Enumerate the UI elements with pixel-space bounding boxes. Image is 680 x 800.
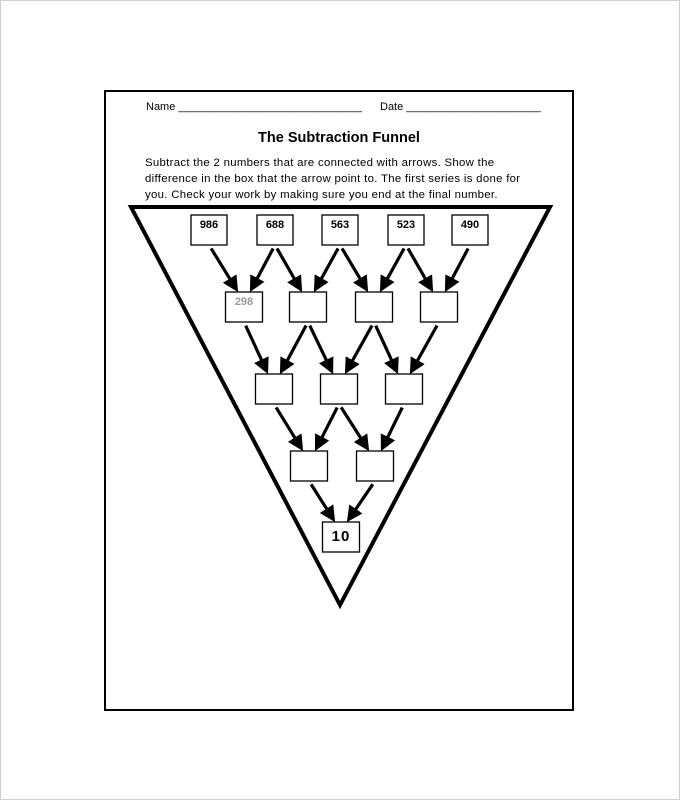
date-field[interactable]: Date ______________________ (380, 101, 541, 113)
arrow-row2-2-to-row3-1 (281, 326, 306, 372)
start-number-2: 688 (265, 219, 285, 231)
arrow-row3-2-to-row4-1 (316, 408, 337, 449)
arrow-row1-2-to-row2-1 (251, 249, 273, 290)
arrow-row1-1-to-row2-1 (211, 248, 236, 289)
answer-box-row3-2[interactable] (321, 374, 358, 404)
arrow-row1-3-to-row2-3 (342, 248, 366, 289)
arrow-row1-4-to-row2-3 (381, 249, 404, 290)
start-number-3: 563 (330, 219, 350, 231)
arrow-row2-2-to-row3-2 (310, 326, 332, 372)
arrow-row4-2-to-final-1 (349, 484, 373, 519)
answer-box-row4-1[interactable] (291, 451, 328, 481)
arrow-row2-4-to-row3-3 (411, 325, 437, 371)
start-number-1: 986 (199, 219, 219, 231)
arrow-row3-3-to-row4-2 (382, 408, 402, 449)
start-number-4: 523 (396, 219, 416, 231)
arrow-row4-1-to-final-1 (311, 484, 333, 519)
name-field[interactable]: Name ______________________________ (146, 101, 362, 113)
worksheet-title: The Subtraction Funnel (258, 130, 420, 146)
arrow-row1-3-to-row2-2 (315, 249, 338, 290)
example-answer: 298 (234, 296, 254, 308)
arrow-row1-2-to-row2-2 (277, 248, 301, 289)
arrow-row2-1-to-row3-1 (246, 326, 267, 372)
arrow-row2-3-to-row3-2 (346, 325, 372, 371)
arrow-row1-5-to-row2-4 (446, 249, 468, 290)
answer-box-row3-3[interactable] (386, 374, 423, 404)
boxes-group (191, 215, 488, 552)
answer-box-row3-1[interactable] (256, 374, 293, 404)
arrow-row2-3-to-row3-3 (376, 326, 397, 372)
answer-box-row2-4[interactable] (421, 292, 458, 322)
final-number: 10 (331, 528, 351, 545)
arrow-row1-4-to-row2-4 (408, 248, 432, 289)
answer-box-row2-2[interactable] (290, 292, 327, 322)
answer-box-row2-3[interactable] (356, 292, 393, 322)
instructions-text: Subtract the 2 numbers that are connected with arrows. Show the difference in the box that the arrow point to. The first series is done for you. Check your work by making sure you end at the final number. (145, 157, 521, 201)
start-number-5: 490 (460, 219, 480, 231)
arrow-row3-2-to-row4-2 (341, 407, 367, 448)
arrow-row3-1-to-row4-1 (276, 407, 301, 448)
answer-box-row4-2[interactable] (357, 451, 394, 481)
